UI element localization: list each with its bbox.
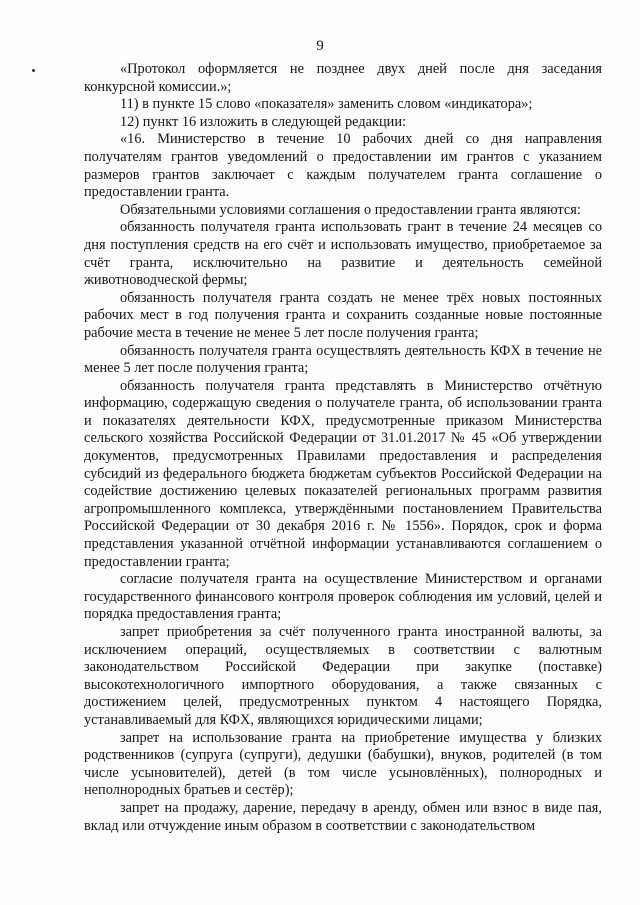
- paragraph: запрет на использование гранта на приобретение имущества у близких родственников (супруга (супруги), дедушки (бабушки), внуков, родителей (в том числе усыновителей), детей (в том числе усыновлённых), полнородных и неполнородных братьев и сестёр);: [84, 729, 602, 799]
- paragraph: обязанность получателя гранта использовать грант в течение 24 месяцев со дня поступления средств на его счёт и использовать имущество, приобретаемое за счёт гранта, исключительно на развитие и деятельность семейной животноводческой фермы;: [84, 219, 602, 289]
- document-body: [84, 61, 602, 835]
- paragraph: «16. Министерство в течение 10 рабочих дней со дня направления получателям грантов уведомлений о предоставлении им грантов с указанием размеров грантов заключает с каждым получателем гранта соглашение о предоставлении гранта.: [84, 131, 602, 201]
- scan-dot: [32, 69, 35, 72]
- paragraph: обязанность получателя гранта создать не менее трёх новых постоянных рабочих мест в год получения гранта и сохранить созданные новые постоянные рабочие места в течение не менее 5 лет после получения гранта;: [84, 289, 602, 341]
- paragraph: согласие получателя гранта на осуществление Министерством и органами государственного финансового контроля проверок соблюдения им условий, целей и порядка предоставления гранта;: [84, 571, 602, 623]
- paragraph: обязанность получателя гранта осуществлять деятельность КФХ в течение не менее 5 лет после получения гранта;: [84, 342, 602, 377]
- paragraph: 12) пункт 16 изложить в следующей редакции:: [120, 113, 407, 130]
- paragraph: Обязательными условиями соглашения о предоставлении гранта являются:: [120, 201, 581, 218]
- paragraph: запрет приобретения за счёт полученного гранта иностранной валюты, за исключением операций, осуществляемых в соответствии с валютным законодательством Российской Федерации при закупке (поставке) высокотехнологичного импортного оборудования, а также связанных с достижением целей, предусмотренных пунктом 4 настоящего Порядка, устанавливаемый для КФХ, являющихся юридическими лицами;: [84, 624, 602, 728]
- page-number: 9: [316, 38, 324, 54]
- paragraph: «Протокол оформляется не позднее двух дней после дня заседания конкурсной комиссии.»;: [84, 61, 602, 95]
- paragraph: обязанность получателя гранта представлять в Министерство отчётную информацию, содержащую сведения о получателе гранта, об использовании гранта и показателях деятельности КФХ, предусмотренные приказом Министерства сельского хозяйства Российской Федерации от 31.01.2017 № 45 «Об утверждении документов, предусмотренных Правилами предоставления и распределения субсидий из федерального бюджета бюджетам субъектов Российской Федерации на содействие достижению целевых показателей региональных программ развития агропромышленного комплекса, утверждёнными постановлением Правительства Российской Федерации от 30 декабря 2016 г. № 1556». Порядок, срок и форма представления указанной отчётной информации устанавливаются соглашением о предоставлении гранта;: [84, 377, 602, 570]
- paragraph: запрет на продажу, дарение, передачу в аренду, обмен или взнос в виде пая, вклад или отчуждение иным образом в соответствии с законодательством: [84, 799, 602, 834]
- paragraph: 11) в пункте 15 слово «показателя» заменить словом «индикатора»;: [120, 96, 533, 113]
